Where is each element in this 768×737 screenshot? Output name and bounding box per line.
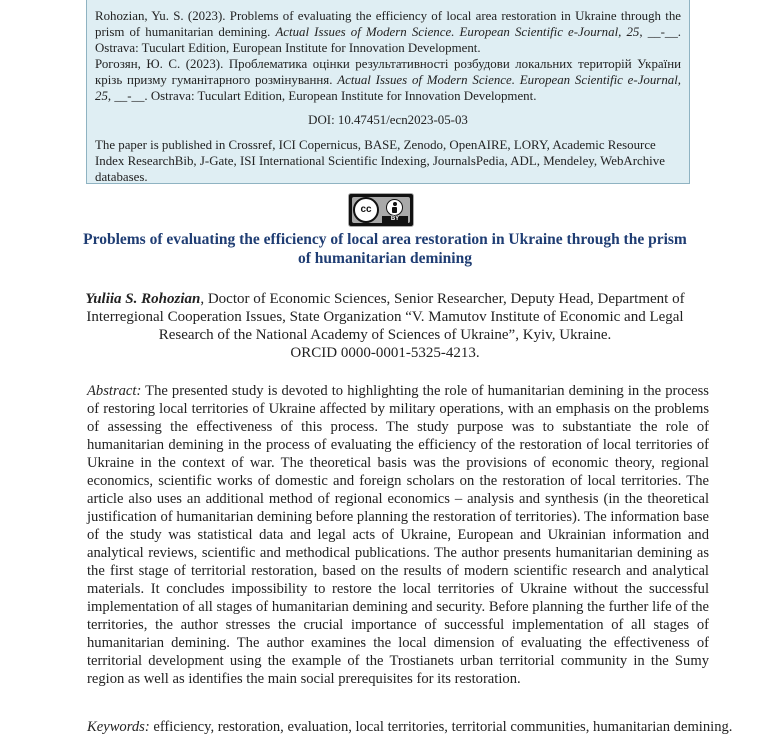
author-name: Yuliia S. Rohozian [85, 291, 201, 307]
keywords-label: Keywords: [87, 719, 150, 735]
citation-english: Rohozian, Yu. S. (2023). Problems of evaluating the efficiency of local area restoration in Ukraine through the prism of humanitarian demining. Actual Issues of Modern Science. European Scientific e-Journal, 25, __-__. Ostrava: Tuculart Edition, European Institute for Innovation Development. [95, 9, 681, 55]
journal-name: Actual Issues of Modern Science. European Scientific e-Journal, 25 [95, 73, 682, 103]
attribution-person-icon [386, 199, 403, 216]
orcid[interactable]: ORCID 0000-0001-5325-4213. [290, 345, 480, 361]
author-affiliation: , Doctor of Economic Sciences, Senior Researcher, Deputy Head, Department of Interregional Cooperation Issues, State Organization “V. Mamutov Institute of Economic and Legal Research of the National Academy of Sciences of Ukraine”, Kyiv, Ukraine. [86, 291, 685, 343]
creative-commons-by-icon[interactable] [348, 193, 414, 227]
license-plate [352, 197, 410, 223]
indexing-note: The paper is published in Crossref, ICI Copernicus, BASE, Zenodo, OpenAIRE, LORY, Academic Resource Index ResearchBib, J-Gate, ISI International Scientific Indexing, JournalsPedia, ADL, Mendeley, WebArchive databases. [95, 138, 665, 184]
author-block [80, 290, 690, 362]
abstract-text: The presented study is devoted to highlighting the role of humanitarian demining in the process of restoring local territories of Ukraine affected by military operations, with an emphasis on the problems of assessing the effectiveness of this process. The study purpose was to substantiate the role of humanitarian demining in the process of evaluating the efficiency of the restoration of local territories of Ukraine in the context of war. The theoretical basis was the provisions of economic theory, regional economics, scientific works of domestic and foreign scholars on the restoration of local territories. The article also uses an additional method of regional economics – analysis and synthesis (in the theoretical justification of humanitarian demining before planning the restoration of territories). The information base of the study was statistical data and legal acts of Ukraine, European and Ukrainian information and analytical reviews, scientific and methodical publications. The author presents humanitarian demining as the first stage of territorial restoration, based on the results of modern scientific research and analytical materials. It concludes impossibility to restore the local territories of Ukraine without the successful implementation of all stages of humanitarian demining and security. Before planning the further life of the territories, the author stresses the crucial importance of successful implementation of all stages of humanitarian demining. The author examines the local dimension of evaluating the effectiveness of territorial development using the example of the Trostianets urban territorial community in the Sumy region as well as identifies the main social prerequisites for its restoration. [87, 383, 709, 687]
citation-box [86, 0, 690, 184]
abstract [87, 382, 709, 688]
abstract-label: Abstract: [87, 383, 142, 399]
doi[interactable]: DOI: 10.47451/ecn2023-05-03 [308, 113, 468, 127]
cc-icon: cc [353, 197, 379, 223]
keywords [87, 718, 733, 736]
citation-ukrainian: Рогозян, Ю. С. (2023). Проблематика оцінки результативності розбудови локальних територій України крізь призму гуманітарного розмінування. Actual Issues of Modern Science. European Scientific e-Journal, 25, __-__. Ostrava: Tuculart Edition, European Institute for Innovation Development. [95, 57, 682, 103]
keywords-text: efficiency, restoration, evaluation, local territories, territorial communities, humanitarian demining. [149, 719, 733, 735]
paper-title: Problems of evaluating the efficiency of local area restoration in Ukraine through the prism of humanitarian demining [83, 231, 687, 267]
by-label: BY [382, 216, 408, 223]
author-line [80, 290, 690, 344]
journal-name: Actual Issues of Modern Science. European Scientific e-Journal, 25 [275, 25, 640, 39]
